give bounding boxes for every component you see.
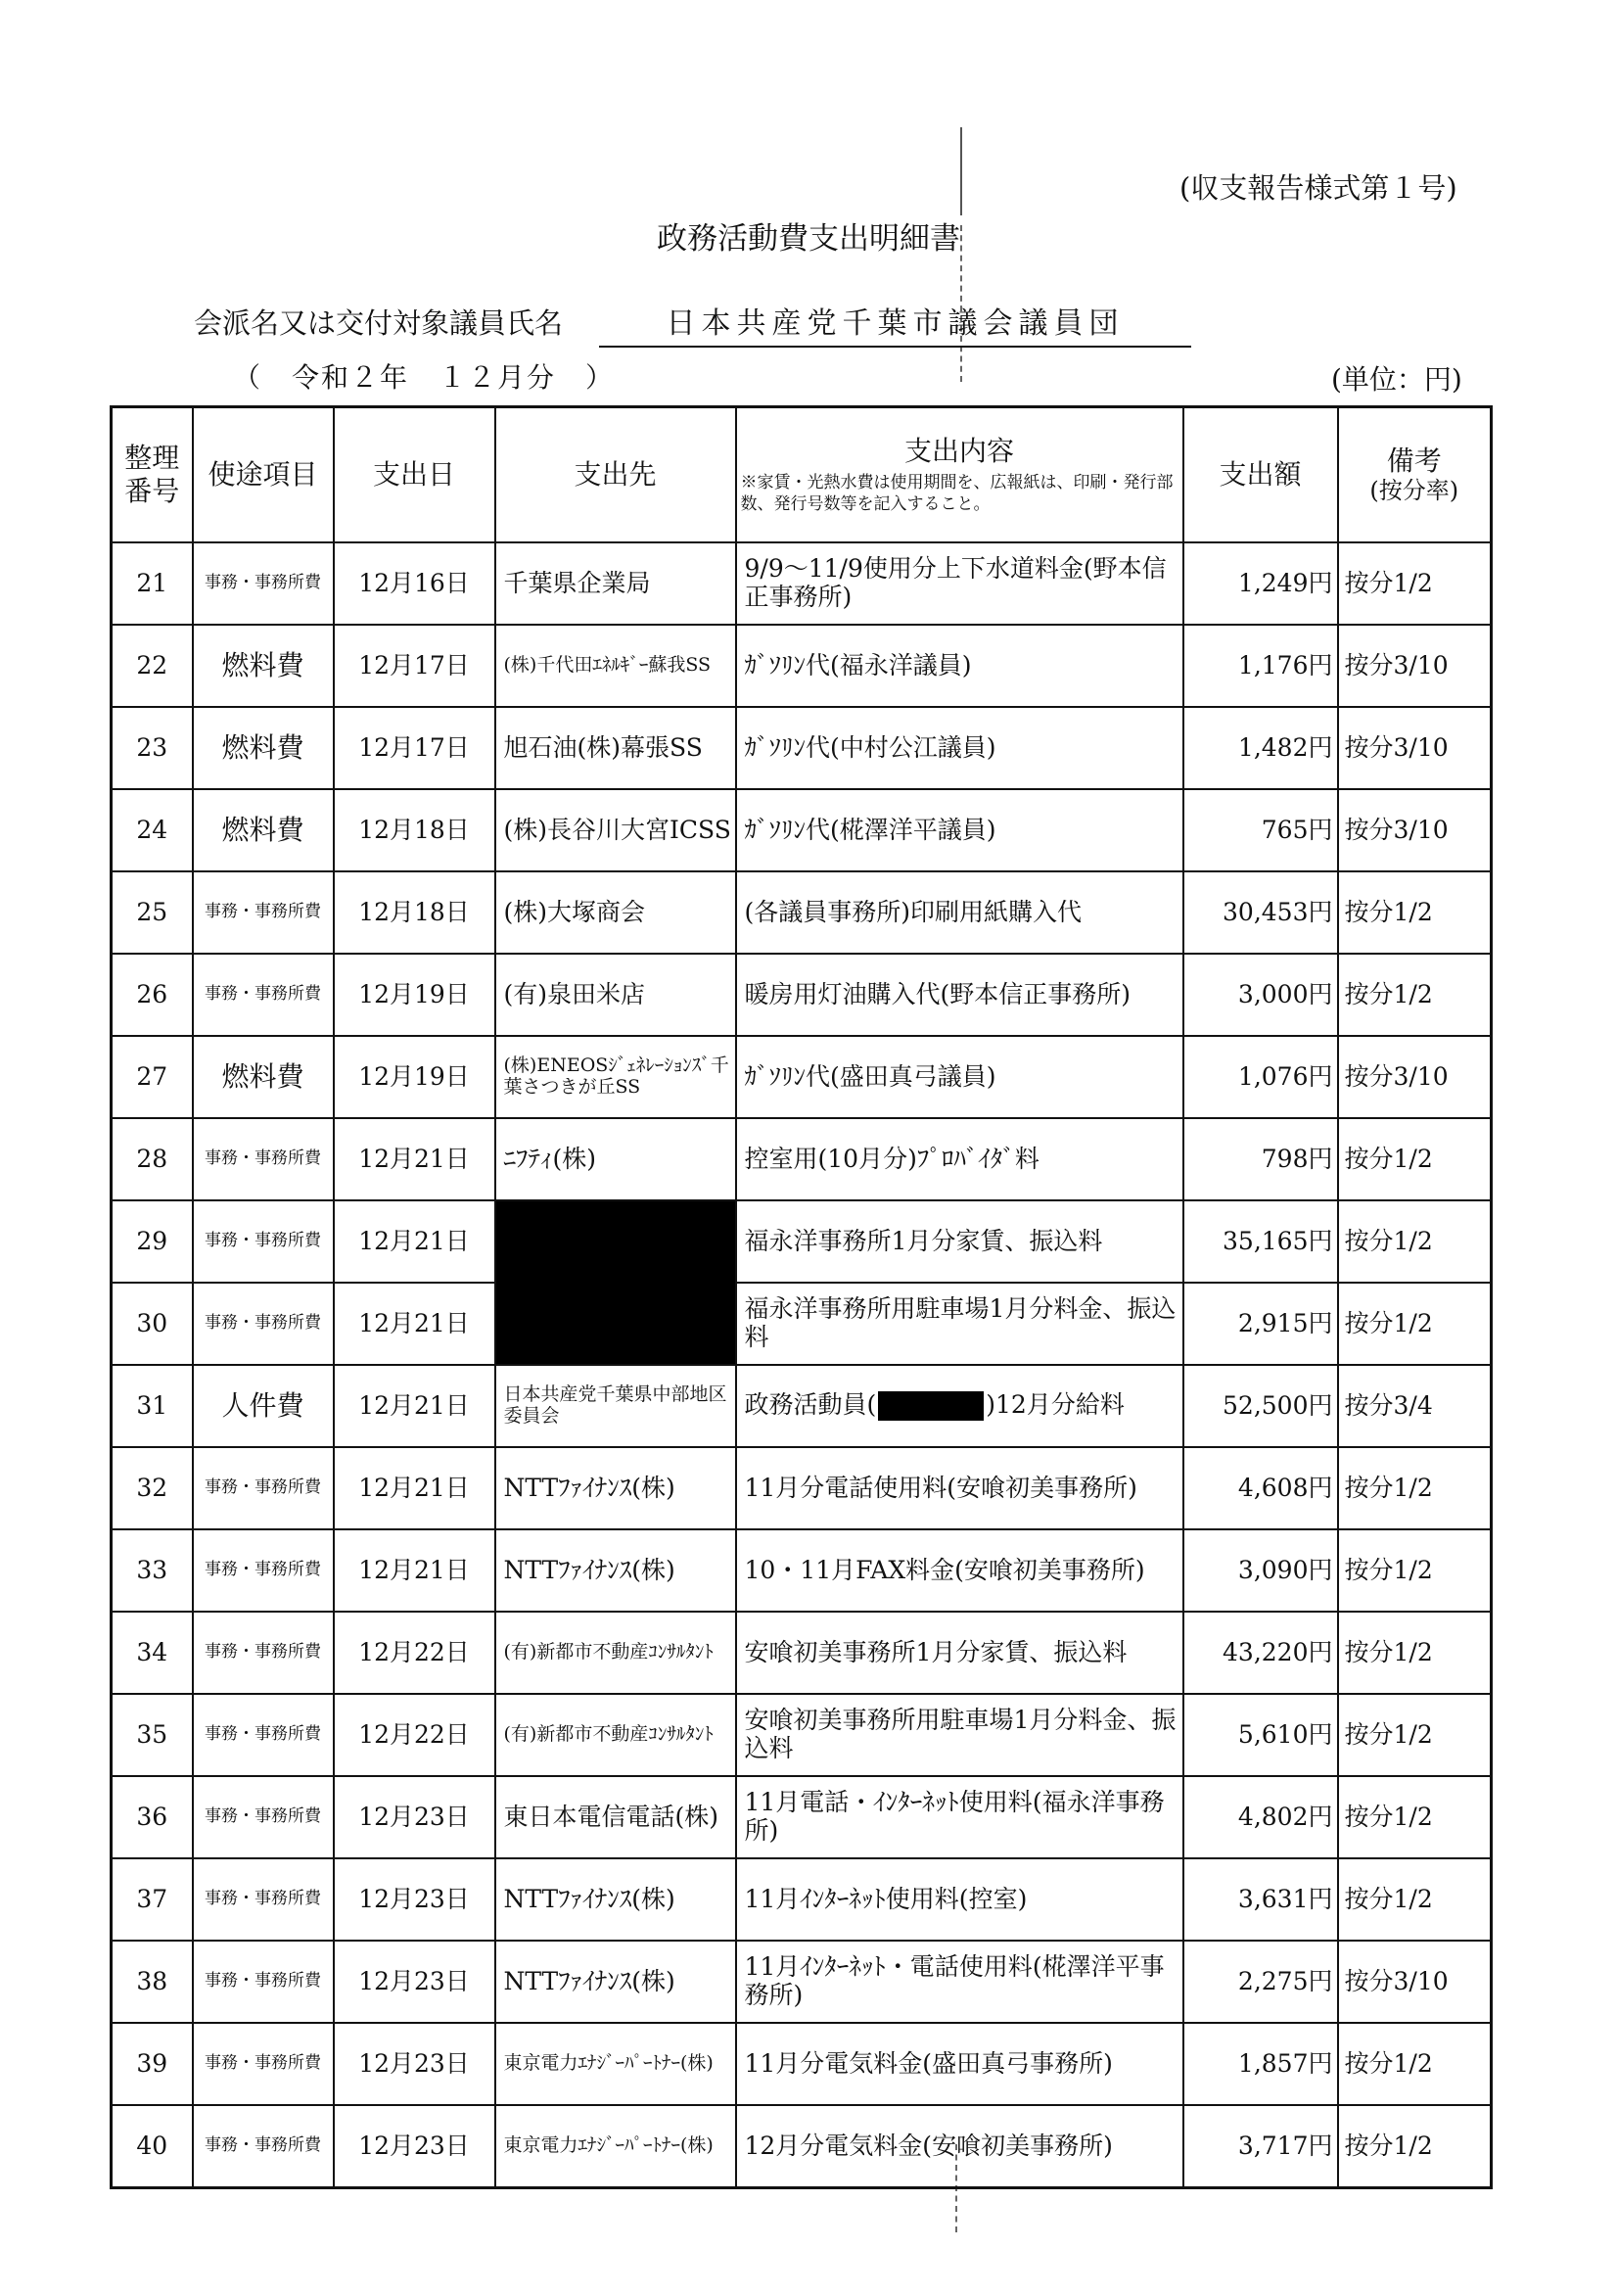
payee-cell: NTTﾌｧｲﾅﾝｽ(株) <box>495 1941 736 2023</box>
date-cell: 12月21日 <box>334 1200 495 1283</box>
payee-cell: (株)長谷川大宮ICSS <box>495 789 736 871</box>
fold-line-top <box>960 127 962 215</box>
payee-cell: 旭石油(株)幕張SS <box>495 707 736 789</box>
row-number: 39 <box>112 2023 193 2105</box>
payee-cell: 東日本電信電話(株) <box>495 1776 736 1858</box>
date-cell: 12月16日 <box>334 542 495 625</box>
table-row <box>112 1365 1492 1447</box>
header-amount: 支出額 <box>1183 407 1338 543</box>
purpose-cell: 事務・事務所費 <box>193 954 334 1036</box>
purpose-cell: 事務・事務所費 <box>193 1447 334 1529</box>
row-number: 34 <box>112 1612 193 1694</box>
date-cell: 12月21日 <box>334 1283 495 1365</box>
expenditure-table <box>110 405 1493 2189</box>
table-row <box>112 789 1492 871</box>
amount-cell: 3,090円 <box>1183 1529 1338 1612</box>
remarks-cell: 按分1/2 <box>1338 1447 1492 1529</box>
purpose-cell: 燃料費 <box>193 707 334 789</box>
description-cell: 控室用(10月分)ﾌﾟﾛﾊﾞｲﾀﾞ料 <box>736 1118 1183 1200</box>
reporting-period: （ 令和２年 １２月分 ） <box>233 361 616 394</box>
date-cell: 12月17日 <box>334 707 495 789</box>
date-cell: 12月23日 <box>334 2105 495 2188</box>
date-cell: 12月22日 <box>334 1612 495 1694</box>
header-payee: 支出先 <box>495 407 736 543</box>
amount-cell: 4,608円 <box>1183 1447 1338 1529</box>
remarks-cell: 按分1/2 <box>1338 542 1492 625</box>
date-cell: 12月23日 <box>334 2023 495 2105</box>
amount-cell: 798円 <box>1183 1118 1338 1200</box>
page-title: 政務活動費支出明細書 <box>657 221 960 257</box>
purpose-cell: 事務・事務所費 <box>193 1694 334 1776</box>
remarks-cell: 按分3/10 <box>1338 789 1492 871</box>
row-number: 24 <box>112 789 193 871</box>
payee-cell: 東京電力ｴﾅｼﾞｰﾊﾟｰﾄﾅｰ(株) <box>495 2023 736 2105</box>
amount-cell: 5,610円 <box>1183 1694 1338 1776</box>
redacted-name <box>878 1391 984 1421</box>
header-content-label: 支出内容 <box>903 435 1014 468</box>
payee-cell: 日本共産党千葉県中部地区委員会 <box>495 1365 736 1447</box>
remarks-cell: 按分1/2 <box>1338 871 1492 954</box>
date-cell: 12月21日 <box>334 1365 495 1447</box>
description-cell: 安喰初美事務所1月分家賃、振込料 <box>736 1612 1183 1694</box>
amount-cell: 1,857円 <box>1183 2023 1338 2105</box>
amount-cell: 3,717円 <box>1183 2105 1338 2188</box>
row-number: 37 <box>112 1858 193 1941</box>
remarks-cell: 按分1/2 <box>1338 1694 1492 1776</box>
table-row <box>112 954 1492 1036</box>
form-number: (収支報告様式第１号) <box>1179 171 1457 205</box>
remarks-cell: 按分3/10 <box>1338 1941 1492 2023</box>
row-number: 36 <box>112 1776 193 1858</box>
redacted-payee <box>495 1200 736 1365</box>
description-cell: 11月分電話使用料(安喰初美事務所) <box>736 1447 1183 1529</box>
row-number: 28 <box>112 1118 193 1200</box>
table-row <box>112 1612 1492 1694</box>
table-row <box>112 542 1492 625</box>
description-cell: 11月ｲﾝﾀｰﾈｯﾄ使用料(控室) <box>736 1858 1183 1941</box>
payee-cell: (有)新都市不動産ｺﾝｻﾙﾀﾝﾄ <box>495 1612 736 1694</box>
payee-cell: 東京電力ｴﾅｼﾞｰﾊﾟｰﾄﾅｰ(株) <box>495 2105 736 2188</box>
amount-cell: 2,915円 <box>1183 1283 1338 1365</box>
purpose-cell: 事務・事務所費 <box>193 1118 334 1200</box>
unit-label: (単位：円) <box>1331 363 1462 396</box>
description-suffix: )12月分給料 <box>986 1389 1125 1419</box>
remarks-cell: 按分3/4 <box>1338 1365 1492 1447</box>
row-number: 31 <box>112 1365 193 1447</box>
header-purpose: 使途項目 <box>193 407 334 543</box>
header-remarks-label: 備考 <box>1386 444 1442 477</box>
remarks-cell: 按分1/2 <box>1338 2105 1492 2188</box>
description-cell: 10・11月FAX料金(安喰初美事務所) <box>736 1529 1183 1612</box>
purpose-cell: 燃料費 <box>193 625 334 707</box>
payee-cell: (株)千代田ｴﾈﾙｷﾞｰ蘇我SS <box>495 625 736 707</box>
date-cell: 12月23日 <box>334 1858 495 1941</box>
amount-cell: 2,275円 <box>1183 1941 1338 2023</box>
date-cell: 12月21日 <box>334 1529 495 1612</box>
purpose-cell: 事務・事務所費 <box>193 1283 334 1365</box>
table-row <box>112 625 1492 707</box>
description-cell: 11月分電気料金(盛田真弓事務所) <box>736 2023 1183 2105</box>
header-date: 支出日 <box>334 407 495 543</box>
header-content <box>736 407 1183 543</box>
table-row <box>112 1283 1492 1365</box>
remarks-cell: 按分1/2 <box>1338 1612 1492 1694</box>
table-row <box>112 1447 1492 1529</box>
purpose-cell: 事務・事務所費 <box>193 871 334 954</box>
table-row <box>112 2023 1492 2105</box>
amount-cell: 1,076円 <box>1183 1036 1338 1118</box>
description-cell: ｶﾞｿﾘﾝ代(中村公江議員) <box>736 707 1183 789</box>
purpose-cell: 燃料費 <box>193 1036 334 1118</box>
description-cell: ｶﾞｿﾘﾝ代(椛澤洋平議員) <box>736 789 1183 871</box>
description-cell: 11月ｲﾝﾀｰﾈｯﾄ・電話使用料(椛澤洋平事務所) <box>736 1941 1183 2023</box>
payee-cell: (有)新都市不動産ｺﾝｻﾙﾀﾝﾄ <box>495 1694 736 1776</box>
date-cell: 12月21日 <box>334 1118 495 1200</box>
remarks-cell: 按分1/2 <box>1338 2023 1492 2105</box>
payee-cell: (株)大塚商会 <box>495 871 736 954</box>
date-cell: 12月17日 <box>334 625 495 707</box>
purpose-cell: 事務・事務所費 <box>193 1776 334 1858</box>
table-row <box>112 2105 1492 2188</box>
amount-cell: 35,165円 <box>1183 1200 1338 1283</box>
remarks-cell: 按分1/2 <box>1338 1858 1492 1941</box>
date-cell: 12月21日 <box>334 1447 495 1529</box>
description-prefix: 政務活動員( <box>744 1389 877 1419</box>
date-cell: 12月23日 <box>334 1941 495 2023</box>
purpose-cell: 事務・事務所費 <box>193 1529 334 1612</box>
amount-cell: 3,000円 <box>1183 954 1338 1036</box>
purpose-cell: 事務・事務所費 <box>193 1858 334 1941</box>
amount-cell: 4,802円 <box>1183 1776 1338 1858</box>
row-number: 25 <box>112 871 193 954</box>
table-row <box>112 871 1492 954</box>
purpose-cell: 事務・事務所費 <box>193 542 334 625</box>
description-cell: 福永洋事務所用駐車場1月分料金、振込料 <box>736 1283 1183 1365</box>
date-cell: 12月18日 <box>334 789 495 871</box>
description-cell: ｶﾞｿﾘﾝ代(盛田真弓議員) <box>736 1036 1183 1118</box>
description-cell: 11月電話・ｲﾝﾀｰﾈｯﾄ使用料(福永洋事務所) <box>736 1776 1183 1858</box>
row-number: 40 <box>112 2105 193 2188</box>
remarks-cell: 按分1/2 <box>1338 1200 1492 1283</box>
description-cell: ｶﾞｿﾘﾝ代(福永洋議員) <box>736 625 1183 707</box>
row-number: 27 <box>112 1036 193 1118</box>
remarks-cell: 按分1/2 <box>1338 1283 1492 1365</box>
description-cell: 暖房用灯油購入代(野本信正事務所) <box>736 954 1183 1036</box>
header-remarks <box>1338 407 1492 543</box>
date-cell: 12月23日 <box>334 1776 495 1858</box>
row-number: 29 <box>112 1200 193 1283</box>
amount-cell: 1,176円 <box>1183 625 1338 707</box>
payee-cell: (有)泉田米店 <box>495 954 736 1036</box>
header-no: 整理番号 <box>112 407 193 543</box>
amount-cell: 765円 <box>1183 789 1338 871</box>
description-cell: 9/9～11/9使用分上下水道料金(野本信正事務所) <box>736 542 1183 625</box>
description-cell: (各議員事務所)印刷用紙購入代 <box>736 871 1183 954</box>
amount-cell: 1,249円 <box>1183 542 1338 625</box>
row-number: 30 <box>112 1283 193 1365</box>
purpose-cell: 事務・事務所費 <box>193 2105 334 2188</box>
payee-cell: ﾆﾌﾃｨ(株) <box>495 1118 736 1200</box>
purpose-cell: 事務・事務所費 <box>193 2023 334 2105</box>
amount-cell: 3,631円 <box>1183 1858 1338 1941</box>
amount-cell: 30,453円 <box>1183 871 1338 954</box>
date-cell: 12月19日 <box>334 1036 495 1118</box>
remarks-cell: 按分3/10 <box>1338 625 1492 707</box>
remarks-cell: 按分1/2 <box>1338 954 1492 1036</box>
payee-cell: NTTﾌｧｲﾅﾝｽ(株) <box>495 1858 736 1941</box>
header-remarks-sub: (按分率) <box>1369 477 1459 505</box>
row-number: 33 <box>112 1529 193 1612</box>
date-cell: 12月19日 <box>334 954 495 1036</box>
description-cell: 安喰初美事務所用駐車場1月分料金、振込料 <box>736 1694 1183 1776</box>
row-number: 23 <box>112 707 193 789</box>
remarks-cell: 按分3/10 <box>1338 1036 1492 1118</box>
purpose-cell: 事務・事務所費 <box>193 1941 334 2023</box>
remarks-cell: 按分1/2 <box>1338 1118 1492 1200</box>
row-number: 21 <box>112 542 193 625</box>
date-cell: 12月18日 <box>334 871 495 954</box>
row-number: 26 <box>112 954 193 1036</box>
table-row <box>112 1118 1492 1200</box>
table-row <box>112 1694 1492 1776</box>
payee-cell: 千葉県企業局 <box>495 542 736 625</box>
purpose-cell: 事務・事務所費 <box>193 1612 334 1694</box>
row-number: 38 <box>112 1941 193 2023</box>
description-cell <box>736 1365 1183 1447</box>
table-row <box>112 1200 1492 1283</box>
table-row <box>112 1858 1492 1941</box>
table-row <box>112 1941 1492 2023</box>
amount-cell: 52,500円 <box>1183 1365 1338 1447</box>
header-content-note: ※家賃・光熱水費は使用期間を、広報紙は、印刷・発行部数、発行号数等を記入すること。 <box>740 472 1174 514</box>
party-name: 日本共産党千葉市議会議員団 <box>599 299 1191 348</box>
description-cell: 福永洋事務所1月分家賃、振込料 <box>736 1200 1183 1283</box>
remarks-cell: 按分1/2 <box>1338 1529 1492 1612</box>
row-number: 35 <box>112 1694 193 1776</box>
party-label: 会派名又は交付対象議員氏名 <box>194 306 564 340</box>
table-header-row <box>112 407 1492 543</box>
purpose-cell: 人件費 <box>193 1365 334 1447</box>
amount-cell: 43,220円 <box>1183 1612 1338 1694</box>
payee-cell: (株)ENEOSｼﾞｪﾈﾚｰｼｮﾝｽﾞ千葉さつきが丘SS <box>495 1036 736 1118</box>
payee-cell: NTTﾌｧｲﾅﾝｽ(株) <box>495 1529 736 1612</box>
table-row <box>112 1776 1492 1858</box>
description-cell: 12月分電気料金(安喰初美事務所) <box>736 2105 1183 2188</box>
remarks-cell: 按分3/10 <box>1338 707 1492 789</box>
date-cell: 12月22日 <box>334 1694 495 1776</box>
amount-cell: 1,482円 <box>1183 707 1338 789</box>
table-row <box>112 707 1492 789</box>
row-number: 32 <box>112 1447 193 1529</box>
row-number: 22 <box>112 625 193 707</box>
table-row <box>112 1529 1492 1612</box>
table-row <box>112 1036 1492 1118</box>
purpose-cell: 燃料費 <box>193 789 334 871</box>
payee-cell: NTTﾌｧｲﾅﾝｽ(株) <box>495 1447 736 1529</box>
remarks-cell: 按分1/2 <box>1338 1776 1492 1858</box>
purpose-cell: 事務・事務所費 <box>193 1200 334 1283</box>
